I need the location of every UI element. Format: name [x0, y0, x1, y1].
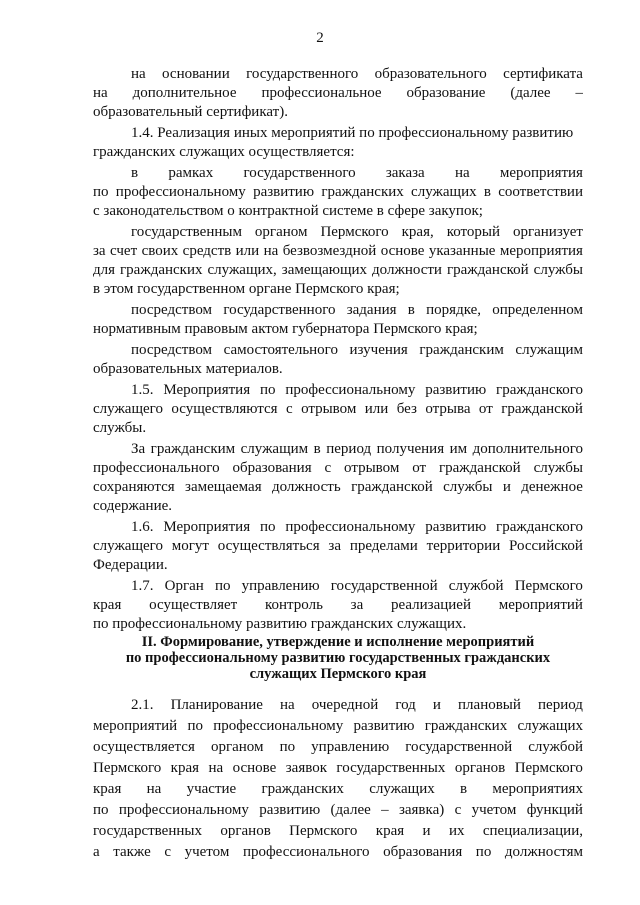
text-line: 2.1. Планирование на очередной год и плановый период: [131, 697, 583, 713]
text-line: по профессиональному развитию гражданских служащих в соответствии: [93, 184, 583, 200]
text-line: 1.7. Орган по управлению государственной службой Пермского: [131, 578, 583, 594]
text-line: а также с учетом профессионального образования по должностям: [93, 844, 583, 860]
text-line: на дополнительное профессиональное образование (далее –: [93, 85, 583, 101]
text-line: для гражданских служащих, замещающих должности гражданской службы: [93, 262, 583, 278]
text-line: посредством самостоятельного изучения гражданским служащим: [131, 342, 583, 358]
text-line: гражданских служащих осуществляется:: [93, 144, 355, 160]
text-line: с законодательством о контрактной системе в сфере закупок;: [93, 203, 483, 219]
section-heading-line: служащих Пермского края: [249, 666, 427, 682]
text-line: по профессиональному развитию (далее – заявка) с учетом функций: [93, 802, 583, 818]
text-line: содержание.: [93, 498, 172, 514]
text-line: 1.5. Мероприятия по профессиональному развитию гражданского: [131, 382, 583, 398]
text-line: сохраняются замещаемая должность гражданской службы и денежное: [93, 479, 583, 495]
text-line: края осуществляет контроль за реализацией мероприятий: [93, 597, 583, 613]
text-line: на основании государственного образовательного сертификата: [131, 66, 583, 82]
text-line: служащего могут осуществляться за пределами территории Российской: [93, 538, 583, 554]
text-line: За гражданским служащим в период получения им дополнительного: [131, 441, 583, 457]
text-line: в этом государственном органе Пермского края;: [93, 281, 400, 297]
text-line: служащего осуществляются с отрывом или без отрыва от гражданской: [93, 401, 583, 417]
text-line: мероприятий по профессиональному развитию гражданских служащих: [93, 718, 583, 734]
text-line: государственным органом Пермского края, который организует: [131, 224, 583, 240]
text-line: края на участие гражданских служащих в мероприятиях: [93, 781, 583, 797]
section-heading-line: по профессиональному развитию государственных гражданских: [125, 650, 551, 666]
text-line: Федерации.: [93, 557, 168, 573]
text-line: профессионального образования с отрывом от гражданской службы: [93, 460, 583, 476]
text-line: службы.: [93, 420, 147, 436]
text-line: по профессиональному развитию гражданских служащих.: [93, 616, 467, 632]
page-number: 2: [316, 30, 324, 46]
text-line: нормативным правовым актом губернатора Пермского края;: [93, 321, 478, 337]
text-line: образовательных материалов.: [93, 361, 283, 377]
text-line: осуществляется органом по управлению государственной службой: [93, 739, 583, 755]
text-line: 1.4. Реализация иных мероприятий по профессиональному развитию: [131, 125, 574, 141]
section-heading-line: II. Формирование, утверждение и исполнение мероприятий: [141, 634, 535, 650]
text-line: государственных органов Пермского края и их специализации,: [93, 823, 583, 839]
text-line: посредством государственного задания в порядке, определенном: [131, 302, 583, 318]
text-line: за счет своих средств или на безвозмездной основе указанные мероприятия: [93, 243, 583, 259]
text-line: образовательный сертификат).: [93, 104, 288, 120]
text-line: в рамках государственного заказа на мероприятия: [131, 165, 583, 181]
text-line: Пермского края на основе заявок государственных органов Пермского: [93, 760, 583, 776]
text-line: 1.6. Мероприятия по профессиональному развитию гражданского: [131, 519, 583, 535]
